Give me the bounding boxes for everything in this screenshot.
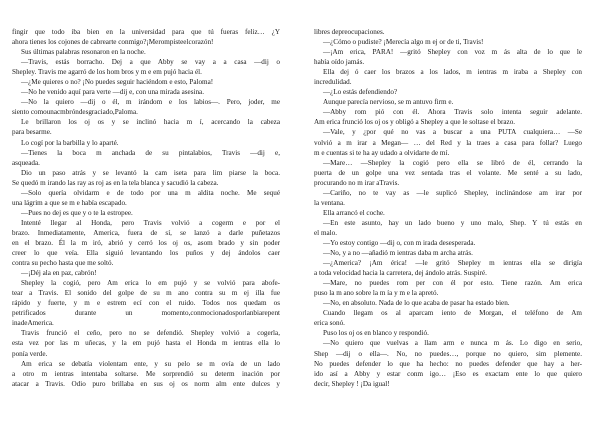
text-line: tear a Travis. El sonido del golpe de su m ano contra su m ej illa fue: [12, 289, 280, 298]
text-line: Am erica frunció los oj os y obligó a Shepley a que le soltase el brazo.: [314, 118, 516, 127]
text-line: Cuando llegam os al aparcam iento de Morgan, el teléfono de Am: [323, 309, 582, 318]
text-line: procurando no m irar aTravis.: [314, 178, 400, 187]
text-line: a toda velocidad hacia la carretera, dej ándolo atrás. Suspiré.: [314, 269, 487, 278]
text-line: Travis frunció el ceño, pero no se defendió. Shepley volvió a cogerla,: [21, 329, 280, 338]
text-line: Dio un paso atrás y se levantó la cam iseta para lim piarse la boca.: [21, 168, 280, 177]
text-line: —Cariño, no te vay as —le suplicó Shepley, inclinándose am irar por: [323, 188, 582, 197]
text-line: Aunque parecía nervioso, se m antuvo firm e.: [323, 98, 454, 107]
text-line: había oído jamás.: [314, 58, 365, 67]
text-line: Le brillaron los oj os y se inclinó hacia m í, acercando la cabeza: [21, 118, 280, 127]
text-line: erica sonó.: [314, 319, 345, 328]
text-line: en el brazo. Él la m iró, abrió y cerró los oj os, asom brado y sin poder: [12, 238, 280, 247]
text-line: Shepley la cogió, pero Am erica lo em pujó y se volvió para abofe-: [21, 279, 280, 288]
text-line: asqueada.: [12, 158, 40, 167]
text-line: —No, en absoluto. Nada de lo que acaba de pasar ha estado bien.: [323, 299, 510, 308]
text-line: m e cuentas si te ha ay udado a olvidarte de mí.: [314, 148, 450, 157]
text-line: decir, Shepley ! ¡Da igual!: [314, 379, 390, 388]
text-line: ponía verde.: [12, 349, 48, 358]
text-line: contra su pecho hasta que me soltó.: [12, 259, 114, 268]
text-line: atacar a Travis. Odio puro brillaba en sus oj os norm alm ente dulces y: [12, 379, 280, 388]
text-line: puso la m ano sobre la m ía y m e la apretó.: [314, 289, 439, 298]
text-line: —¿Lo estás defendiendo?: [323, 88, 398, 97]
text-line: —¿America? ¡Am érica! —le gritó Shepley m ientras ella se dirigía: [323, 259, 582, 268]
text-line: libres depreocupaciones.: [314, 28, 385, 36]
text-line: Ella arrancó el coche.: [323, 208, 385, 217]
text-line: —Solo quería olvidarm e de todo por una m aldita noche. Me sequé: [21, 188, 280, 197]
text-line: —Mare, no puedes rom per con él por esto. Tiene razón. Am erica: [323, 279, 582, 288]
text-line: siento comounacmbróndesgraciado,Paloma.: [12, 108, 138, 117]
text-line: —En este asunto, hay un lado bueno y uno malo, Shep. Y tú estás en: [323, 218, 582, 227]
text-line: Am erica se debatía violentam ente, y su pelo se m ovía de un lado: [21, 359, 280, 368]
text-line: Se quedó m irando las ray as roj as en la tela blanca y sacudió la cabeza.: [12, 178, 219, 187]
text-line: —Vale, y ¿por qué no vas a buscar a una PUTA cualquiera… —Se: [323, 128, 582, 137]
text-line: creer lo que veía. Ella siguió levantando los puños y dej ándolos caer: [12, 249, 280, 258]
text-line: el malo.: [314, 228, 338, 237]
text-line: —Travis, estás borracho. Dej a que Abby se vay a a casa —dij o: [21, 58, 280, 67]
text-line: Puso los oj os en blanco y respondió.: [323, 329, 429, 338]
left-page: [12, 27, 280, 417]
text-line: puerta de un golpe una vez sentada tras el volante. Me senté a su lado,: [314, 168, 582, 177]
text-line: Intenté llegar al Honda, pero Travis volvió a cogerm e por el: [21, 218, 280, 227]
text-line: Shepley. Travis me agarró de los hom bros y m e em pujó hacia él.: [12, 68, 202, 77]
right-page: [314, 27, 582, 417]
text-line: —Yo estoy contigo —dij o, con m irada desesperada.: [323, 238, 476, 247]
text-line: la ventana.: [314, 198, 345, 207]
text-line: petrificados durante un momento,conmocionadosporlanbiarepent: [12, 309, 280, 318]
text-line: —Mare… —Shepley la cogió pero ella se libró de él, cerrando la: [323, 158, 582, 167]
text-line: ido así a Abby y estar conm igo… ¡Eso es exactam ente lo que quiero: [314, 369, 582, 378]
text-line: fingir que todo iba bien en la universidad para que tú fueras feliz… ¿Y: [12, 28, 280, 36]
text-line: —Pues no dej es que y o te la estropee.: [21, 208, 133, 217]
text-line: —No he venido aquí para verte —dij e, con una mirada asesina.: [21, 88, 205, 97]
text-line: Shep —dij o ella—. No, no puedes…, porque no quiero, sim plemente.: [314, 349, 582, 358]
text-line: —Tienes la boca m anchada de su pintalabios, Travis —dij e,: [21, 148, 280, 157]
text-line: Lo cogí por la barbilla y lo aparté.: [21, 138, 119, 147]
text-line: —¿Cómo o pudiste? ¡Merecía algo m ej or de ti, Travis!: [323, 38, 484, 47]
text-line: —Abby rom pió con él. Ahora Travis solo intenta seguir adelante.: [323, 108, 582, 117]
text-line: incredulidad.: [314, 78, 352, 87]
text-line: inadeAmerica.: [12, 319, 54, 328]
text-line: No puedes defender lo que ha hecho: no puedes defender que hay a her-: [314, 359, 582, 368]
text-line: —No, y a no —añadió m ientras daba m archa atrás.: [323, 249, 473, 258]
text-line: Sus últimas palabras resonaron en la noche.: [21, 48, 146, 57]
text-line: volvió a m irar a Megan— … del Red y la traes a casa para follar? Luego: [314, 138, 582, 147]
text-line: rápido y fuerte, y m e estrem ecí con el ruido. Todos nos quedam os: [12, 299, 280, 308]
text-line: para besarme.: [12, 128, 52, 137]
text-line: una lágrim a que se m e había escapado.: [12, 198, 127, 207]
text-line: brazo. Inmediatamente, America, fuera de sí, se lanzó a darle puñetazos: [12, 228, 280, 237]
text-line: esta vez por las m uñecas, y la em pujó hasta el Honda m ientras ella lo: [12, 339, 280, 348]
text-line: Ella dej ó caer los brazos a los lados, m ientras m iraba a Shepley con: [323, 68, 582, 77]
text-line: —¡Déj ala en paz, cabrón!: [21, 269, 97, 278]
text-line: a otro m ientras intentaba soltarse. Me sorprendió su determ inación por: [12, 369, 280, 378]
text-line: ahora tienes los cojones de cabrearte conmigo?¡Merompisteelcorazón!: [12, 38, 214, 47]
text-line: —¡Am erica, PARA! —gritó Shepley con voz m ás alta de lo que le: [323, 48, 582, 57]
text-line: —No la quiero —dij o él, m irándom e los labios—. Pero, joder, me: [21, 98, 280, 107]
text-line: —¿Me quieres o no? ¡No puedes seguir haciéndom e esto, Paloma!: [21, 78, 214, 87]
text-line: —No quiero que vuelvas a llam arm e nunca m ás. Lo digo en serio,: [323, 339, 582, 348]
